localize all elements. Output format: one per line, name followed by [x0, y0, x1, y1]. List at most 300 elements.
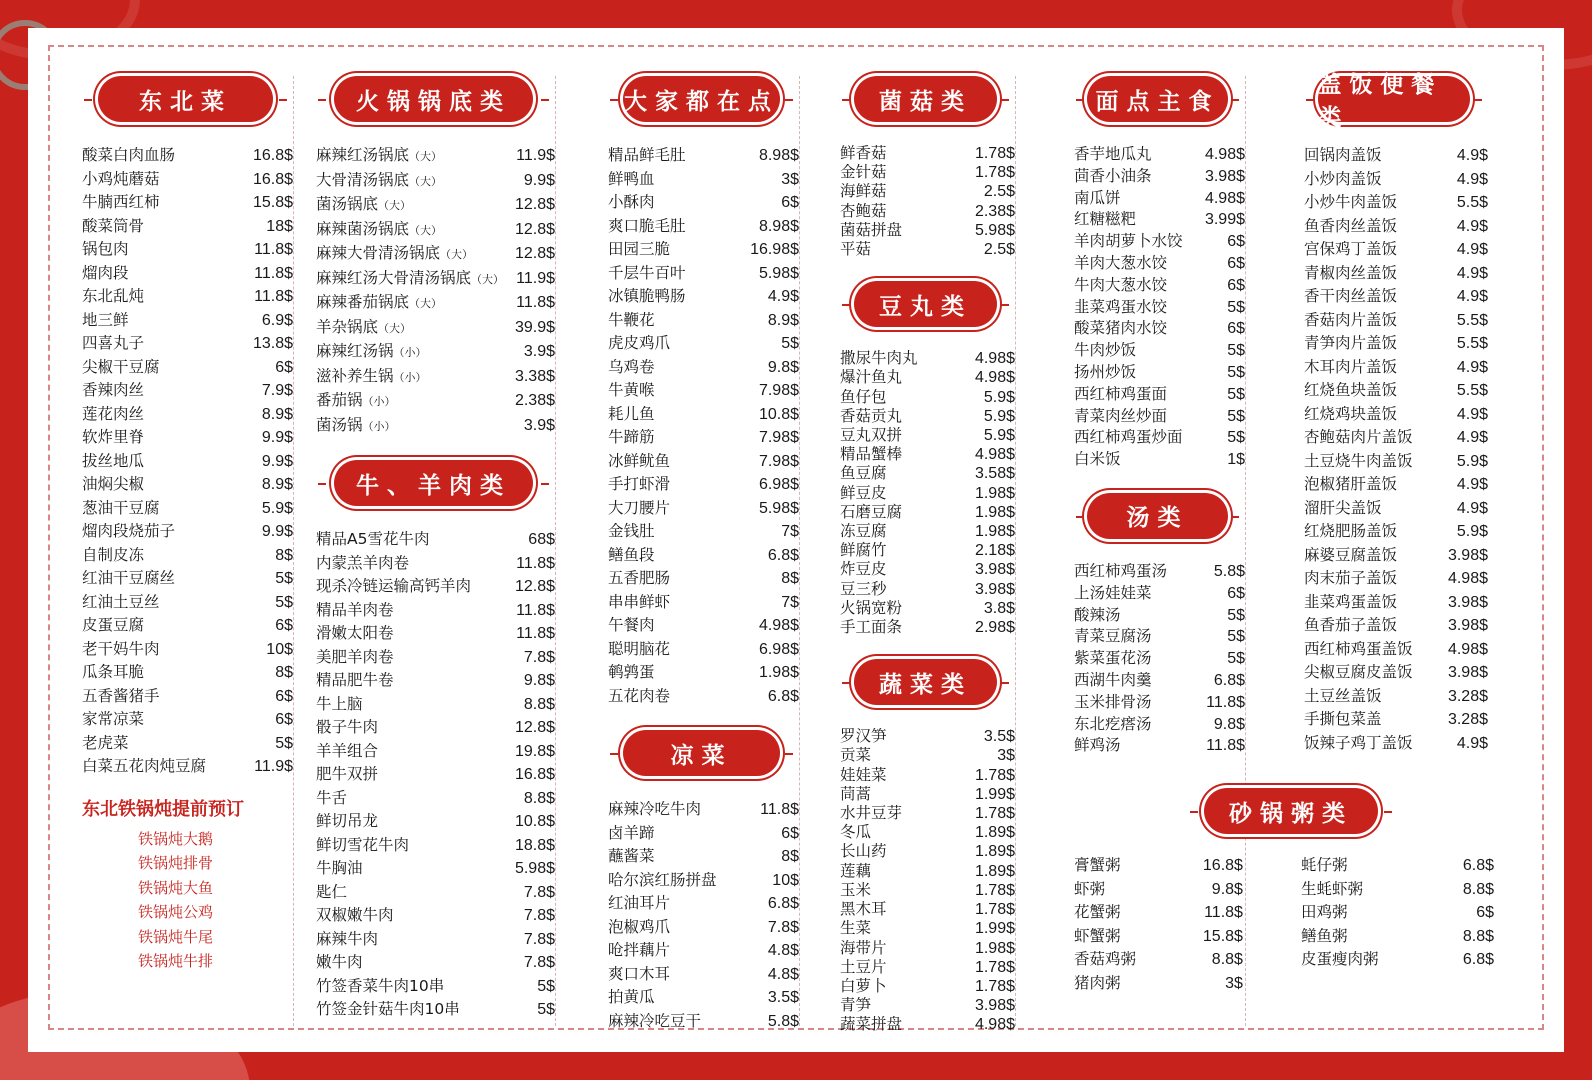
- menu-item: [316, 414, 555, 439]
- menu-item-price: 5.5$: [1456, 382, 1488, 399]
- menu-item-price: 1.99$: [974, 920, 1015, 938]
- menu-item-name: 匙仁: [316, 882, 348, 901]
- menu-item-price: 8$: [781, 570, 799, 587]
- menu-item-price: 6$: [1227, 276, 1245, 294]
- menu-item: [1304, 520, 1488, 544]
- menu-item-name: 鲜腐竹: [840, 541, 887, 560]
- menu-item-name: 鲜鸭血: [608, 169, 655, 188]
- menu-item-name: 玉米: [840, 880, 872, 899]
- menu-item: [316, 975, 555, 999]
- menu-item-price: 5.98$: [974, 221, 1015, 239]
- menu-item-price: 5.5$: [1456, 194, 1488, 211]
- menu-item-price: 6$: [275, 687, 293, 705]
- menu-item: [82, 591, 293, 615]
- menu-item-name: 鱼香茄子盖饭: [1304, 616, 1398, 634]
- menu-item-name: 杏鲍菇肉片盖饭: [1304, 428, 1413, 446]
- menu-item-name-wrap: [316, 144, 442, 169]
- menu-item: [82, 356, 293, 380]
- menu-item: [608, 661, 799, 685]
- menu-item: [316, 193, 555, 218]
- menu-item-name: 肥牛双拼: [316, 765, 379, 783]
- menu-item: [1074, 583, 1245, 605]
- menu-item-price: 8.98$: [758, 217, 799, 235]
- menu-item-price: 6$: [781, 194, 799, 211]
- menu-item-name: 长山药: [840, 842, 887, 861]
- menu-item-price: 3.8$: [983, 599, 1015, 617]
- menu-item-size: （大）: [471, 272, 505, 286]
- menu-item: [316, 365, 555, 390]
- menu-item-name: 竹签金针菇牛肉10串: [316, 1000, 460, 1018]
- menu-item-name-wrap: [316, 218, 442, 243]
- menu-item-price: 4.9$: [1456, 405, 1488, 423]
- menu-item: [1074, 449, 1245, 471]
- menu-item-name: 麻辣红汤锅底: [316, 146, 410, 164]
- menu-item-price: 8.8$: [1211, 951, 1243, 968]
- menu-item-price: 6$: [275, 711, 293, 728]
- menu-item-size: （小）: [393, 346, 427, 359]
- menu-item-name: 上汤娃娃菜: [1074, 583, 1152, 602]
- menu-item: [1074, 561, 1245, 583]
- menu-item-price: 68$: [528, 531, 555, 548]
- congee-header-wrap: [1190, 788, 1392, 834]
- menu-item-price: 6$: [1227, 233, 1245, 251]
- menu-item: [82, 168, 293, 192]
- menu-item-name: 麻婆豆腐盖饭: [1304, 545, 1398, 564]
- menu-item-name: 爽口脆毛肚: [608, 216, 686, 235]
- menu-item: [1301, 854, 1494, 878]
- menu-item: [82, 191, 293, 215]
- menu-item-price: 3.98$: [1447, 664, 1488, 681]
- menu-item-size: （大）: [409, 150, 443, 163]
- menu-item-price: 6$: [1227, 584, 1245, 602]
- menu-item-price: 5.98$: [514, 860, 555, 877]
- menu-item: [1074, 144, 1245, 166]
- menu-item-name: 鳝鱼粥: [1300, 926, 1348, 945]
- menu-item: [316, 575, 555, 599]
- menu-item-name: 青笋: [840, 996, 872, 1015]
- menu-item-price: 2.38$: [974, 202, 1015, 220]
- menu-item-price: 5.5$: [1456, 335, 1488, 352]
- menu-item-name: 小炒肉盖饭: [1304, 169, 1382, 188]
- menu-item-name: 家常凉菜: [82, 710, 145, 728]
- menu-item-name: 黑木耳: [840, 900, 887, 919]
- menu-item: [1304, 708, 1488, 732]
- menu-item-price: 1.89$: [974, 824, 1015, 842]
- menu-item-price: 2.38$: [514, 392, 555, 409]
- menu-item: [840, 842, 1015, 861]
- menu-item-size: （大）: [409, 223, 443, 237]
- menu-item-name: 青椒肉丝盖饭: [1304, 263, 1398, 282]
- menu-item-price: 3$: [781, 170, 799, 188]
- menu-item-name: 牛肉大葱水饺: [1074, 275, 1168, 294]
- menu-item-price: 5$: [1227, 429, 1245, 447]
- menu-item-name: 牛舌: [316, 788, 348, 807]
- menu-item-name: 鱼豆腐: [840, 464, 887, 483]
- section-title: 盖饭便餐类: [1318, 76, 1469, 122]
- menu-item-name: 番茄锅: [316, 391, 363, 409]
- section-title: 菌菇类: [854, 76, 998, 122]
- menu-item-price: 5.98$: [758, 264, 799, 282]
- menu-item: [608, 144, 799, 168]
- menu-item-price: 8$: [275, 664, 293, 681]
- preorder-item: 铁锅炖大鹅: [138, 829, 214, 848]
- menu-item: [82, 755, 293, 779]
- menu-item-price: 5$: [537, 977, 555, 995]
- menu-item-price: 6$: [1227, 320, 1245, 338]
- menu-item: [316, 646, 555, 670]
- menu-item-name: 酸菜白肉血肠: [82, 146, 176, 164]
- menu-item-name: 老虎菜: [82, 733, 129, 752]
- menu-item-name: 现杀冷链运输高钙羊肉: [316, 577, 472, 595]
- menu-item-price: 7.8$: [523, 930, 555, 948]
- menu-item: [82, 285, 293, 309]
- menu-item: [840, 445, 1015, 464]
- menu-item-price: 5$: [1227, 650, 1245, 668]
- menu-item-name: 鲜香菇: [840, 144, 887, 162]
- preorder-item: 铁锅炖牛排: [138, 952, 214, 970]
- menu-item: [82, 520, 293, 544]
- menu-item-size: （大）: [409, 174, 443, 188]
- menu-item-price: 7.8$: [523, 954, 555, 971]
- menu-item: [316, 928, 555, 952]
- menu-item-price: 8.8$: [523, 789, 555, 807]
- menu-item-price: 8$: [781, 848, 799, 865]
- menu-item-name: 双椒嫩牛肉: [316, 906, 394, 924]
- section-title: 汤类: [1087, 493, 1227, 539]
- menu-item: [1074, 340, 1245, 362]
- menu-item-price: 6.8$: [1213, 671, 1245, 689]
- menu-item-name: 鹌鹑蛋: [608, 663, 655, 681]
- menu-item-price: 1.78$: [974, 901, 1015, 919]
- menu-item-name: 皮蛋豆腐: [82, 616, 145, 634]
- menu-item-price: 3.98$: [1204, 167, 1245, 185]
- menu-item: [1304, 309, 1488, 333]
- menu-item: [1304, 732, 1488, 756]
- menu-list: [608, 144, 799, 708]
- menu-item-price: 3.99$: [1204, 211, 1245, 229]
- menu-item: [840, 900, 1015, 919]
- menu-item-price: 5$: [1227, 342, 1245, 360]
- menu-item-name-wrap: [316, 242, 473, 267]
- menu-item: [1304, 497, 1488, 521]
- menu-item: [608, 450, 799, 474]
- menu-item-name: 泡椒猪肝盖饭: [1304, 475, 1398, 493]
- menu-item-name: 娃娃菜: [840, 765, 887, 784]
- menu-item: [840, 919, 1015, 938]
- menu-item-price: 6.8$: [767, 546, 799, 564]
- menu-item: [82, 309, 293, 333]
- menu-item-name: 美肥羊肉卷: [316, 647, 394, 666]
- menu-item: [840, 862, 1015, 881]
- menu-item-price: 8.98$: [758, 147, 799, 164]
- menu-item-price: 11.8$: [760, 801, 799, 818]
- menu-item: [1304, 379, 1488, 403]
- menu-item: [316, 787, 555, 811]
- menu-item-price: 1.78$: [974, 766, 1015, 784]
- menu-item-price: 3.28$: [1447, 711, 1488, 728]
- menu-item-price: 5.9$: [1456, 523, 1488, 540]
- menu-item-name-wrap: [316, 267, 504, 292]
- menu-item-name: 大骨清汤锅底: [316, 170, 410, 189]
- menu-item: [1074, 275, 1245, 297]
- menu-list: [608, 798, 799, 1033]
- section-title: 豆丸类: [854, 281, 998, 327]
- menu-item-price: 16.98$: [750, 241, 799, 258]
- menu-item-name: 精品蟹棒: [840, 445, 903, 464]
- menu-item-price: 11.8$: [516, 554, 555, 572]
- menu-item-price: 1.98$: [758, 664, 799, 681]
- menu-item-name: 油焖尖椒: [82, 475, 145, 493]
- menu-item-name: 哈尔滨红肠拼盘: [608, 870, 717, 889]
- menu-item: [608, 798, 799, 822]
- menu-item: [1074, 714, 1245, 736]
- menu-item-name: 茴香小油条: [1074, 166, 1152, 185]
- menu-item-name: 木耳肉片盖饭: [1304, 357, 1398, 376]
- menu-item-name-wrap: [316, 340, 427, 365]
- menu-item: [316, 881, 555, 905]
- menu-item-name: 牛胸油: [316, 859, 363, 877]
- menu-item: [316, 998, 555, 1022]
- menu-item: [1304, 567, 1488, 591]
- menu-item: [1074, 166, 1245, 188]
- menu-item-price: 1.78$: [974, 881, 1015, 899]
- menu-item-size: （大）: [409, 297, 443, 310]
- menu-item-price: 10$: [266, 640, 293, 658]
- menu-item-name: 平菇: [840, 240, 872, 259]
- menu-item: [1074, 318, 1245, 340]
- section-title: 东北菜: [98, 76, 273, 122]
- menu-item-price: 4.9$: [1456, 241, 1488, 258]
- menu-item-name: 牛蹄筋: [608, 428, 655, 446]
- menu-item-price: 8$: [275, 546, 293, 564]
- menu-item-name: 鲜切吊龙: [316, 812, 379, 830]
- menu-item-price: 7.98$: [758, 452, 799, 470]
- menu-item-name: 滑嫩太阳卷: [316, 624, 394, 642]
- menu-item: [82, 567, 293, 591]
- menu-item-name: 手撕包菜盖: [1304, 710, 1382, 728]
- menu-item-price: 12.8$: [514, 719, 555, 736]
- menu-item-name: 蔬菜拼盘: [840, 1015, 903, 1034]
- menu-item-price: 4.9$: [1456, 476, 1488, 493]
- menu-item-name: 土豆烧牛肉盖饭: [1304, 451, 1413, 470]
- menu-item-name: 蚝仔粥: [1300, 856, 1348, 874]
- menu-item-name: 酸菜猪肉水饺: [1074, 319, 1168, 338]
- menu-item: [608, 591, 799, 615]
- menu-item: [316, 810, 555, 834]
- section-title: 砂锅粥类: [1204, 788, 1378, 834]
- menu-list: [316, 144, 555, 438]
- menu-item: [316, 622, 555, 646]
- menu-item-name: 土豆片: [840, 957, 887, 976]
- menu-item-name: 牛腩西红柿: [82, 193, 160, 211]
- menu-item-name: 冻豆腐: [840, 522, 887, 541]
- section-header-cold-dishes: [610, 730, 793, 776]
- menu-item-name: 羊杂锅底: [316, 317, 379, 336]
- menu-item-name: 香菇肉片盖饭: [1304, 310, 1398, 329]
- menu-item: [82, 685, 293, 709]
- menu-item: [840, 823, 1015, 842]
- menu-item: [840, 958, 1015, 977]
- menu-item: [840, 541, 1015, 560]
- menu-item-price: 8.9$: [261, 476, 293, 493]
- menu-item: [1301, 925, 1494, 949]
- menu-item: [840, 746, 1015, 765]
- menu-item: [608, 215, 799, 239]
- menu-item-price: 11.8$: [516, 601, 555, 619]
- menu-item: [840, 727, 1015, 746]
- menu-item-price: 11.9$: [516, 147, 555, 164]
- menu-item: [1301, 948, 1494, 972]
- menu-item-price: 6$: [1476, 904, 1494, 921]
- menu-item-name: 田园三脆: [608, 240, 671, 258]
- menu-item-name: 五香酱猪手: [82, 686, 160, 705]
- menu-item-name: 韭菜鸡蛋水饺: [1074, 297, 1168, 316]
- menu-item: [1304, 144, 1488, 168]
- menu-item: [1304, 614, 1488, 638]
- menu-item-price: 15.8$: [252, 194, 293, 211]
- menu-item: [316, 267, 555, 292]
- menu-item-price: 7.98$: [758, 382, 799, 399]
- menu-item-price: 4.98$: [1447, 570, 1488, 587]
- menu-item-price: 3.98$: [1447, 617, 1488, 634]
- menu-item: [608, 285, 799, 309]
- menu-item-price: 9.9$: [523, 171, 555, 189]
- menu-list: [1304, 144, 1488, 755]
- menu-item: [608, 191, 799, 215]
- menu-item: [1074, 948, 1243, 972]
- menu-item-name: 五花肉卷: [608, 686, 671, 705]
- menu-item-price: 5$: [275, 593, 293, 611]
- menu-item: [608, 497, 799, 521]
- menu-item-name: 骰子牛肉: [316, 718, 379, 736]
- menu-item: [840, 240, 1015, 259]
- menu-item: [608, 892, 799, 916]
- menu-item-name: 冰镇脆鸭肠: [608, 287, 686, 305]
- menu-item-price: 10.8$: [758, 405, 799, 423]
- menu-item: [316, 904, 555, 928]
- menu-item-price: 4.9$: [767, 288, 799, 305]
- column-dongbei: [82, 76, 294, 1026]
- menu-item-name: 鱼香肉丝盖饭: [1304, 216, 1398, 235]
- menu-item: [316, 169, 555, 194]
- menu-item-name: 皮蛋瘦肉粥: [1300, 950, 1379, 968]
- menu-item-size: （小）: [362, 395, 396, 408]
- menu-item-price: 18$: [266, 217, 293, 235]
- menu-item-price: 6.8$: [767, 895, 799, 912]
- menu-item-name: 串串鲜虾: [608, 592, 671, 611]
- menu-item: [1074, 297, 1245, 319]
- menu-item: [82, 403, 293, 427]
- menu-item: [1304, 168, 1488, 192]
- section-header-staples: [1076, 76, 1239, 122]
- menu-item-name: 呛拌藕片: [608, 941, 671, 959]
- menu-item-price: 1.98$: [974, 523, 1015, 541]
- menu-item-name: 香菇鸡粥: [1074, 950, 1137, 968]
- menu-item: [1304, 262, 1488, 286]
- menu-item-price: 1.89$: [974, 843, 1015, 861]
- section-header-mushroom: [842, 76, 1009, 122]
- section-title: 大家都在点: [623, 76, 780, 122]
- section-header-rice-bowls: [1306, 71, 1482, 131]
- menu-item-price: 5$: [1227, 363, 1245, 381]
- menu-item-name: 麻辣番茄锅底: [316, 293, 410, 311]
- section-header-hotpot-base: [318, 76, 549, 122]
- menu-item-name: 菌汤锅: [316, 415, 363, 434]
- menu-item-price: 3.9$: [523, 343, 555, 360]
- menu-item: [1074, 735, 1245, 757]
- menu-list: [840, 349, 1015, 637]
- menu-item-price: 4.98$: [1204, 146, 1245, 163]
- menu-item-price: 9.8$: [1213, 715, 1245, 733]
- menu-item: [82, 661, 293, 685]
- menu-item: [608, 168, 799, 192]
- menu-item-price: 11.9$: [254, 758, 293, 775]
- menu-item-price: 7.8$: [523, 907, 555, 924]
- menu-item-price: 5.9$: [983, 388, 1015, 406]
- menu-item-price: 5.9$: [983, 427, 1015, 445]
- menu-item-price: 7.8$: [523, 883, 555, 901]
- menu-item-name: 麻辣菌汤锅底: [316, 219, 410, 238]
- menu-item: [840, 484, 1015, 503]
- menu-item-name: 手工面条: [840, 618, 903, 637]
- menu-item-name: 生菜: [840, 919, 872, 938]
- menu-item: [316, 291, 555, 316]
- menu-item-name: 小炒牛肉盖饭: [1304, 193, 1398, 211]
- menu-item-price: 3.98$: [974, 580, 1015, 598]
- menu-item-name: 生蚝虾粥: [1300, 879, 1363, 898]
- menu-item: [82, 450, 293, 474]
- menu-item-price: 1.99$: [974, 785, 1015, 803]
- menu-item-price: 5.98$: [758, 499, 799, 517]
- menu-item: [608, 262, 799, 286]
- menu-item: [1304, 638, 1488, 662]
- menu-item-price: 9.8$: [767, 358, 799, 376]
- menu-item: [316, 599, 555, 623]
- menu-item: [840, 407, 1015, 426]
- menu-item-price: 6.98$: [758, 476, 799, 493]
- menu-item-name: 手打虾滑: [608, 475, 671, 493]
- menu-item-name: 香芋地瓜丸: [1074, 145, 1152, 163]
- menu-item-price: 4.9$: [1456, 147, 1488, 164]
- menu-item: [608, 916, 799, 940]
- menu-item-price: 4.98$: [1447, 640, 1488, 658]
- menu-item-name-wrap: [316, 389, 396, 414]
- menu-item-name-wrap: [316, 291, 442, 316]
- menu-item-name: 麻辣红汤大骨清汤锅底: [316, 268, 472, 287]
- menu-item: [316, 552, 555, 576]
- menu-item: [608, 544, 799, 568]
- menu-item-price: 5$: [537, 1001, 555, 1018]
- menu-item-price: 11.8$: [516, 625, 555, 642]
- menu-item-name-wrap: [316, 316, 411, 341]
- menu-item-name: 五香肥肠: [608, 569, 671, 587]
- menu-item-name: 青菜肉丝炒面: [1074, 406, 1168, 425]
- menu-item: [1074, 231, 1245, 253]
- menu-list: [82, 144, 293, 779]
- menu-item-price: 3.98$: [1447, 546, 1488, 564]
- menu-item: [1074, 188, 1245, 210]
- menu-item-name: 白萝卜: [840, 976, 887, 995]
- menu-item-price: 11.8$: [516, 294, 555, 311]
- menu-item-name: 西红柿鸡蛋炒面: [1074, 428, 1183, 447]
- menu-item-price: 4.8$: [767, 965, 799, 983]
- menu-item-name: 鱼仔包: [840, 387, 887, 406]
- section-title: 凉菜: [623, 730, 780, 776]
- menu-item-name: 茼蒿: [840, 784, 872, 803]
- congee-list-right: [1301, 854, 1494, 995]
- menu-item: [1301, 878, 1494, 902]
- menu-item: [840, 202, 1015, 221]
